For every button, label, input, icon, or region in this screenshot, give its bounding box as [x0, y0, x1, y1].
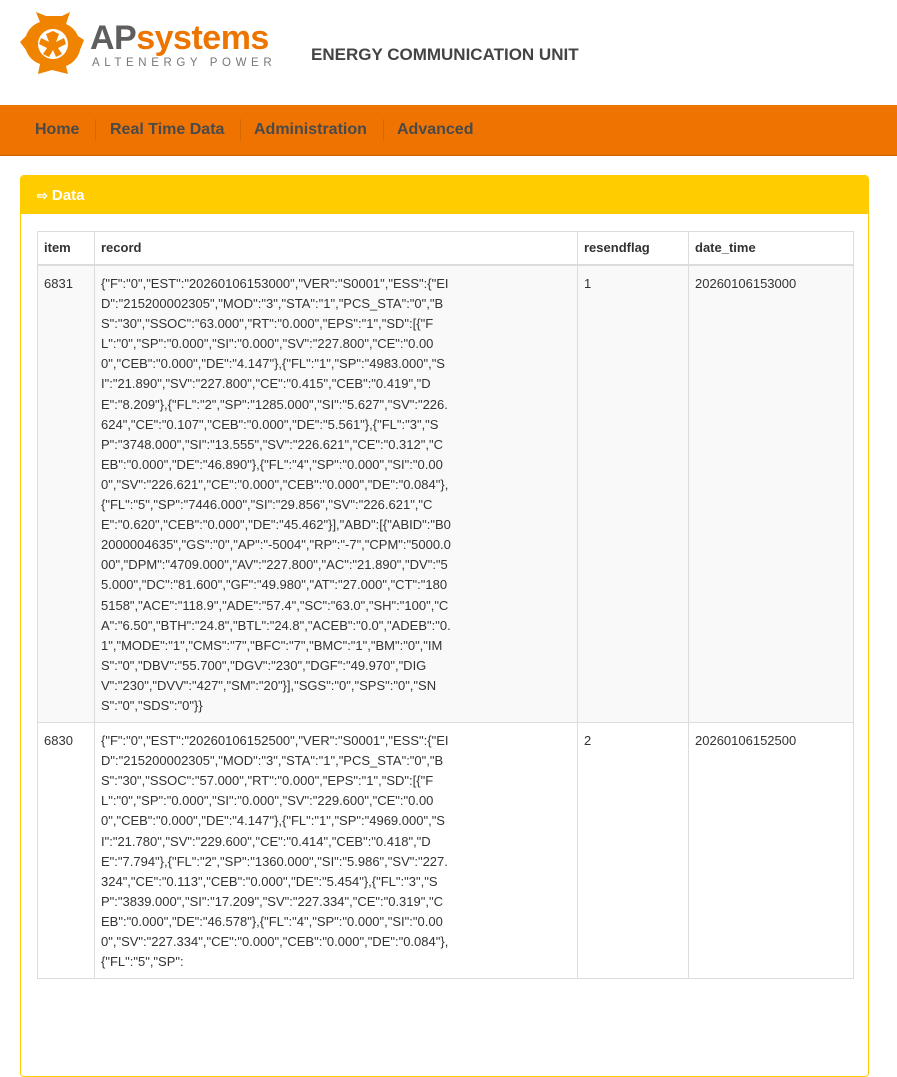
app-title: ENERGY COMMUNICATION UNIT — [311, 45, 579, 64]
table-row — [38, 265, 854, 723]
main-nav — [0, 105, 897, 156]
column-header-resendflag: resendflag — [578, 232, 689, 266]
arrow-right-icon: ⇨ — [37, 188, 48, 203]
cell-item: 6830 — [38, 723, 95, 979]
panel-header — [21, 176, 868, 214]
cell-date-time: 20260106152500 — [689, 723, 854, 979]
nav-divider — [240, 119, 241, 141]
table-header-row — [38, 232, 854, 266]
nav-home[interactable]: Home — [35, 121, 80, 138]
record-text: {"F":"0","EST":"20260106153000","VER":"S0001","ESS":{"EID":"215200002305","MOD":"3","STA":"1","PCS_STA":"0","BS":"30","SSOC":"63.000","RT":"0.000","EPS":"1","SD":[{"FL":"0","SP":"0.000","SI":"0.000","SV":"227.800","CE":"0.000","CEB":"0.000","DE":"4.147"},{"FL":"1","SP":"4983.000","SI":"21.890","SV":"227.800","CE":"0.415","CEB":"0.419","DE":"8.209"},{"FL":"2","SP":"1285.000","SI":"5.627","SV":"226.624","CE":"0.107","CEB":"0.000","DE":"5.561"},{"FL":"3","SP":"3748.000","SI":"13.555","SV":"226.621","CE":"0.312","CEB":"0.000","DE":"46.890"},{"FL":"4","SP":"0.000","SI":"0.000","SV":"226.621","CE":"0.000","CEB":"0.000","DE":"0.084"},{"FL":"5","SP":"7446.000","SI":"29.856","SV":"226.621","CE":"0.620","CEB":"0.000","DE":"45.462"}],"ABD":[{"ABID":"B02000004635","GS":"0","AP":"-5004","RP":"-7","CPM":"5000.000","DPM":"4709.000","AV":"227.800","AC":"21.890","DV":"55.000","DC":"81.600","GF":"49.980","AT":"27.000","CT":"1805158","ACE":"118.9","ADE":"57.4","SC":"63.0","SH":"100","CA":"6.50","BTH":"24.8","BTL":"24.8","ACEB":"0.0","ADEB":"0.1","MODE":"1","CMS":"7","BFC":"7","BMC":"1","BM":"0","IMS":"0","DBV":"55.700","DGV":"230","DGF":"49.970","DIGV":"230","DVV":"427","SM":"20"}],"SGS":"0","SPS":"0","SNS":"0","SDS":"0"}} — [101, 276, 451, 713]
cell-resendflag: 1 — [578, 265, 689, 723]
cell-record — [95, 723, 578, 979]
nav-advanced[interactable]: Advanced — [397, 121, 474, 138]
header — [0, 0, 897, 105]
nav-divider — [95, 119, 96, 141]
column-header-record: record — [95, 232, 578, 266]
panel-title: Data — [51, 187, 85, 204]
logo-wordmark: APsystems — [90, 19, 269, 57]
nav-administration[interactable]: Administration — [254, 121, 367, 138]
logo-mark-icon — [18, 10, 86, 76]
nav-real-time-data[interactable]: Real Time Data — [110, 121, 225, 138]
record-text: {"F":"0","EST":"20260106152500","VER":"S0001","ESS":{"EID":"215200002305","MOD":"3","STA":"1","PCS_STA":"0","BS":"30","SSOC":"57.000","RT":"0.000","EPS":"1","SD":[{"FL":"0","SP":"0.000","SI":"0.000","SV":"229.600","CE":"0.000","CEB":"0.000","DE":"4.147"},{"FL":"1","SP":"4969.000","SI":"21.780","SV":"229.600","CE":"0.414","CEB":"0.418","DE":"7.794"},{"FL":"2","SP":"1360.000","SI":"5.986","SV":"227.324","CE":"0.113","CEB":"0.000","DE":"5.454"},{"FL":"3","SP":"3839.000","SI":"17.209","SV":"227.334","CE":"0.319","CEB":"0.000","DE":"46.578"},{"FL":"4","SP":"0.000","SI":"0.000","SV":"227.334","CE":"0.000","CEB":"0.000","DE":"0.084"},{"FL":"5","SP": — [101, 733, 449, 970]
cell-date-time: 20260106153000 — [689, 265, 854, 723]
nav-divider — [383, 119, 384, 141]
data-table — [37, 231, 854, 979]
table-row — [38, 723, 854, 979]
column-header-date-time: date_time — [689, 232, 854, 266]
data-panel — [20, 175, 869, 1077]
cell-item: 6831 — [38, 265, 95, 723]
cell-resendflag: 2 — [578, 723, 689, 979]
cell-record — [95, 265, 578, 723]
column-header-item: item — [38, 232, 95, 266]
logo-tagline: ALTENERGY POWER — [92, 57, 277, 69]
apsystems-logo[interactable] — [18, 10, 288, 76]
